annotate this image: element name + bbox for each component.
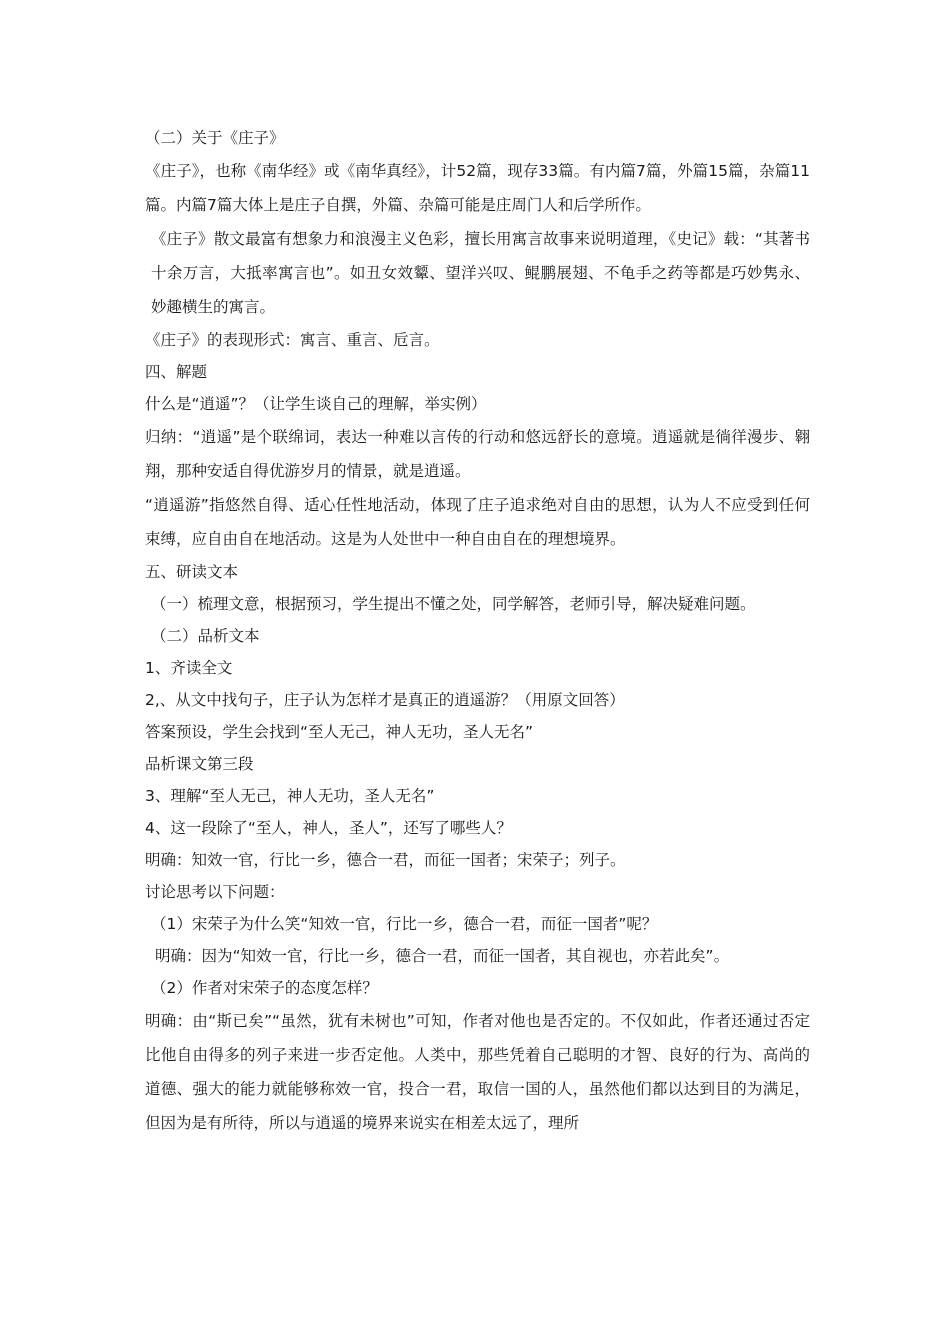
document-body [145,122,810,1140]
paragraph-discussion-intro: 讨论思考以下问题： [145,883,285,901]
paragraph-xiaoyaoyou-meaning: “逍遥游”指悠然自得、适心任性地活动，体现了庄子追求绝对自由的思想，认为人不应受到任何束缚，应自由自在地活动。这是为人处世中一种自由自在的理想境界。 [145,496,810,548]
paragraph-answer-preset: 答案预设，学生会找到“至人无己，神人无功，圣人无名” [145,723,534,741]
paragraph-expression-forms: 《庄子》的表现形式：寓言、重言、卮言。 [145,331,440,349]
section-heading-about-zhuangzi: （二）关于《庄子》 [145,129,285,147]
answer-1: 明确：因为“知效一官，行比一乡，德合一君，而征一国者，其自视也，亦若此矣”。 [155,947,730,965]
paragraph-zhuangzi-intro: 《庄子》，也称《南华经》或《南华真经》，计52篇，现存33篇。有内篇7篇，外篇15篇，杂篇11篇。内篇7篇大体上是庄子自撰，外篇、杂篇可能是庄周门人和后学所作。 [145,162,810,214]
question-2: （2）作者对宋荣子的态度怎样？ [151,979,378,997]
paragraph-zhuangzi-prose: 《庄子》散文最富有想象力和浪漫主义色彩，擅长用寓言故事来说明道理，《史记》载：“其著书十余万言，大抵率寓言也”。如丑女效颦、望洋兴叹、鲲鹏展翅、不龟手之药等都是巧妙隽永、妙趣横生的寓言。 [151,230,810,316]
list-item-4: 4、这一段除了“至人，神人，圣人”，还写了哪些人？ [145,819,512,837]
paragraph-clarify-people: 明确：知效一官，行比一乡，德合一君，而征一国者；宋荣子；列子。 [145,851,626,869]
section-heading-explain-title: 四、解题 [145,363,208,381]
section-heading-study-text: 五、研读文本 [145,563,239,581]
paragraph-what-is-xiaoyao: 什么是“逍遥”？（让学生谈自己的理解，举实例） [145,395,487,413]
paragraph-summary: 归纳：“逍遥”是个联绵词，表达一种难以言传的行动和悠远舒长的意境。逍遥就是徜徉漫步、翱翔，那种安适自得优游岁月的情景，就是逍遥。 [145,428,810,480]
list-item-3: 3、理解“至人无己，神人无功，圣人无名” [145,787,435,805]
paragraph-sort-meaning: （一）梳理文意，根据预习，学生提出不懂之处，同学解答，老师引导，解决疑难问题。 [151,595,756,613]
question-1: （1）宋荣子为什么笑“知效一官，行比一乡，德合一君，而征一国者”呢？ [151,915,658,933]
list-item-2: 2,、从文中找句子，庄子认为怎样才是真正的逍遥游？（用原文回答） [145,691,625,709]
subheading-analyze-text: （二）品析文本 [151,627,260,645]
answer-2: 明确：由“斯已矣”“虽然，犹有未树也”可知，作者对他也是否定的。不仅如此，作者还通过否定比他自由得多的列子来进一步否定他。人类中，那些凭着自己聪明的才智、良好的行为、高尚的道德、强大的能力就能够称效一官，投合一君，取信一国的人，虽然他们都以达到目的为满足，但因为是有所待，所以与逍遥的境界来说实在相差太远了，理所 [145,1012,810,1132]
paragraph-analyze-third-section: 品析课文第三段 [145,755,254,773]
list-item-1: 1、齐读全文 [145,659,233,677]
